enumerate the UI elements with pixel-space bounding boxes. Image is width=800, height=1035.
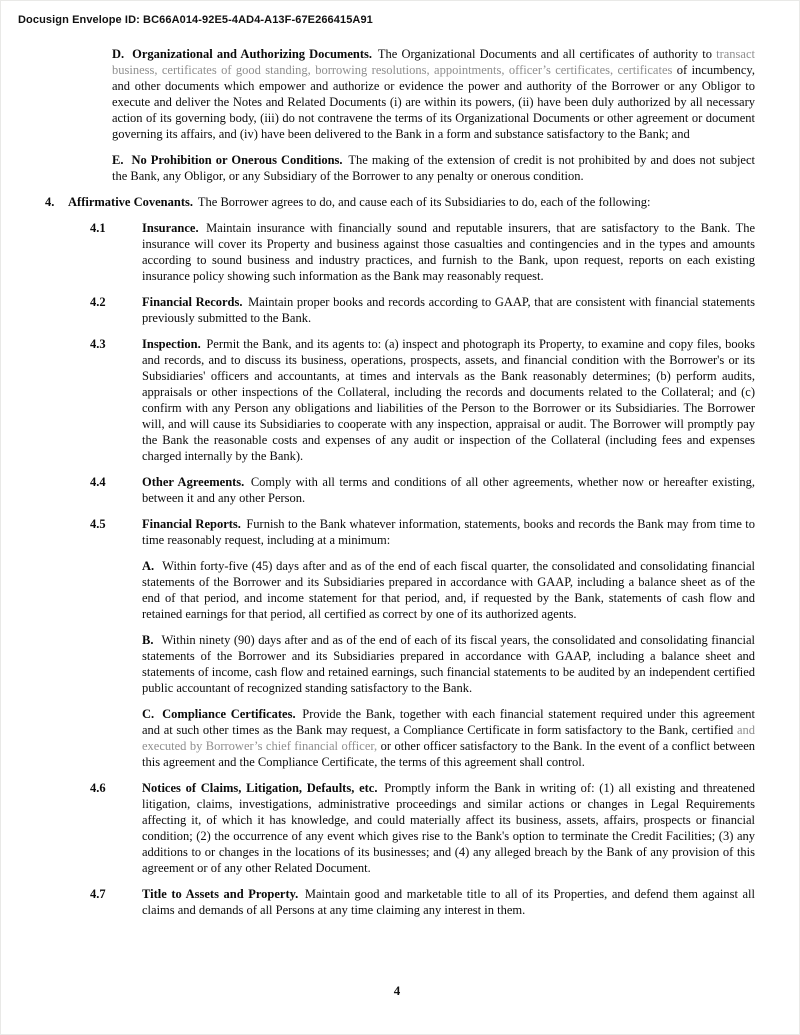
paragraph-body	[142, 706, 755, 770]
docusign-envelope-id: Docusign Envelope ID: BC66A014-92E5-4AD4-A13F-67E266415A91	[18, 14, 373, 26]
paragraph-C	[142, 706, 755, 770]
paragraph-label: E.	[112, 153, 124, 167]
paragraph-heading: Affirmative Covenants.	[68, 195, 193, 209]
document-content	[45, 46, 755, 928]
paragraph-4.2	[90, 294, 755, 326]
paragraph-label: 4.5	[90, 517, 106, 531]
paragraph-4.6	[90, 780, 755, 876]
paragraph-text: Permit the Bank, and its agents to: (a) inspect and photograph its Property, to examine and copy files, books and records, and to discuss its business, operations, prospects, assets, and financial condition with the Borrower's or its Subsidiaries' officers and accountants, at times and intervals as the Bank reasonably determines; (b) perform audits, appraisals or other inspections of the Collateral, including the records and documents related to the Collateral; and (c) confirm with any Person any obligations and liabilities of the Person to the Borrower or its Subsidiaries. The Borrower will, and will cause its Subsidiaries to cooperate with any inspection, appraisal or audit. The Borrower will promptly pay the Bank the reasonable costs and expenses of any audit or inspection of the Collateral (including fees and expenses charged internally by the Bank).	[142, 337, 755, 463]
paragraph-text: Promptly inform the Bank in writing of: (1) all existing and threatened litigation, claims, investigations, administrative proceedings and similar actions or changes in Legal Requirements affecting it, of which it has knowledge, and could materially affect its business, assets, affairs, prospects or financial condition; (2) the occurrence of any event which gives rise to the Bank's option to terminate the Credit Facilities; (3) any additions to or changes in the locations of its businesses; and (4) any alleged breach by the Bank of any provision of this agreement or of any other Related Document.	[142, 781, 756, 875]
paragraph-body	[142, 558, 755, 622]
page-number: 4	[393, 983, 401, 998]
paragraph-heading: Other Agreements.	[142, 475, 245, 489]
paragraph-label: A.	[142, 559, 155, 573]
paragraph-4.3	[90, 336, 755, 464]
paragraph-label: 4.6	[90, 781, 106, 795]
paragraph-body	[142, 474, 755, 506]
paragraph-text: Within forty-five (45) days after and as of the end of each fiscal quarter, the consolidated and consolidating financial statements of the Borrower and its Subsidiaries prepared in accordance with GAAP, including a balance sheet as of the end of that period, and income statement for that period, and, if requested by the Bank, statements of cash flow and retained earnings for that period, all certified as correct by one of its authorized agents.	[142, 559, 755, 621]
paragraph-body	[142, 220, 755, 284]
paragraph-4.5	[90, 516, 755, 548]
paragraph-label: 4.2	[90, 295, 106, 309]
paragraph-heading: No Prohibition or Onerous Conditions.	[131, 153, 343, 167]
paragraph-text: Within ninety (90) days after and as of the end of each of its fiscal years, the consolidated and consolidating financial statements of the Borrower and its Subsidiaries prepared in accordance with GAAP, including a balance sheet and statements of income, cash flow and retained earnings, such financial statements to be audited by an independent certified public accountant of recognized standing satisfactory to the Bank.	[142, 633, 755, 695]
paragraph-heading: Notices of Claims, Litigation, Defaults, etc.	[142, 781, 378, 795]
paragraph-text: Furnish to the Bank whatever information, statements, books and records the Bank may from time to time reasonably request, including at a minimum:	[142, 517, 756, 547]
paragraph-heading: Title to Assets and Property.	[142, 887, 299, 901]
paragraph-text: Maintain proper books and records according to GAAP, that are consistent with financial statements previously submitted to the Bank.	[142, 295, 756, 325]
paragraph-4	[45, 194, 755, 210]
paragraph-body	[112, 152, 755, 184]
paragraph-heading: Organizational and Authorizing Documents.	[132, 47, 372, 61]
paragraph-label: D.	[112, 47, 125, 61]
paragraph-text: or other officer satisfactory to the Bank. In the event of a conflict between this agreement and the Compliance Certificate, the terms of this agreement shall control.	[142, 739, 755, 769]
paragraph-label: 4.	[45, 195, 55, 209]
paragraph-label: C.	[142, 707, 155, 721]
paragraph-label: B.	[142, 633, 154, 647]
paragraph-text: transact business, certificates of good standing, borrowing resolutions, appointments, officer’s certificates, certificates	[112, 47, 755, 77]
paragraph-D	[112, 46, 755, 142]
paragraph-text: of incumbency, and other documents which empower and authorize or evidence the power and authority of the Borrower or any Obligor to execute and deliver the Notes and Related Documents (i) are within its powers, (ii) have been duly authorized by all necessary action of its governing body, (iii) do not contravene the terms of its Organizational Documents or other agreement or document governing its affairs, and (iv) have been delivered to the Bank in a form and substance satisfactory to the Bank; and	[112, 63, 755, 141]
paragraph-heading: Inspection.	[142, 337, 201, 351]
paragraph-body	[142, 294, 755, 326]
paragraph-body	[142, 336, 755, 464]
paragraph-E	[112, 152, 755, 184]
paragraph-4.4	[90, 474, 755, 506]
paragraph-A	[142, 558, 755, 622]
paragraph-text: The Organizational Documents and all certificates of authority to	[377, 47, 717, 61]
paragraph-text: Comply with all terms and conditions of all other agreements, whether now or hereafter existing, between it and any other Person.	[142, 475, 756, 505]
paragraph-body	[142, 780, 755, 876]
paragraph-body	[142, 886, 755, 918]
paragraph-heading: Insurance.	[142, 221, 199, 235]
paragraph-text: The Borrower agrees to do, and cause each of its Subsidiaries to do, each of the following:	[197, 195, 651, 209]
paragraph-4.7	[90, 886, 755, 918]
paragraph-heading: Financial Records.	[142, 295, 243, 309]
paragraph-text: Provide the Bank, together with each financial statement required under this agreement and at such other times as the Bank may request, a Compliance Certificate in form satisfactory to the Bank, certified	[142, 707, 755, 737]
paragraph-label: 4.7	[90, 887, 106, 901]
paragraph-body	[112, 46, 755, 142]
paragraph-text: Maintain good and marketable title to all of its Properties, and defend them against all claims and demands of all Persons at any time claiming any interest in them.	[142, 887, 755, 917]
paragraph-label: 4.3	[90, 337, 106, 351]
paragraph-body	[68, 194, 755, 210]
paragraph-4.1	[90, 220, 755, 284]
paragraph-B	[142, 632, 755, 696]
paragraph-body	[142, 516, 755, 548]
paragraph-text: Maintain insurance with financially sound and reputable insurers, that are satisfactory to the Bank. The insurance will cover its Property and business against those casualties and contingencies and in the types and amounts according to sound business and industry practices, and furnish to the Bank, upon request, reports on each existing insurance policy showing such information as the Bank may reasonably request.	[142, 221, 755, 283]
paragraph-heading: Compliance Certificates.	[162, 707, 296, 721]
paragraph-heading: Financial Reports.	[142, 517, 241, 531]
paragraph-text: and executed by Borrower’s chief financial officer,	[142, 723, 755, 753]
paragraph-label: 4.4	[90, 475, 106, 489]
paragraph-label: 4.1	[90, 221, 106, 235]
paragraph-body	[142, 632, 755, 696]
paragraph-text: The making of the extension of credit is not prohibited by and does not subject the Bank, any Obligor, or any Subsidiary of the Borrower to any penalty or onerous condition.	[112, 153, 755, 183]
